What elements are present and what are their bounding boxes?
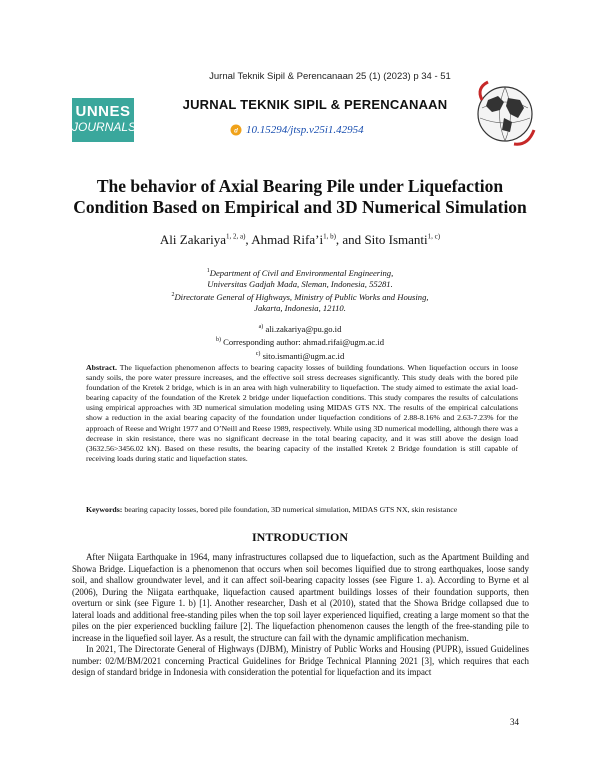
abstract-text: The liquefaction phenomenon affects to bearing capacity losses of building foundations. When liquefaction occurs in loose sandy soils, the pore water pressure increases, and the effective soil stress decreases significantly. This study deals with the bored pile foundation of the Kretek 2 bridge, which is in an area with high vulnerability to liquefaction. The study aimed to estimate the axial load-bearing capacity of the foundation of the Kretek 2 bridge under liquefaction conditions. This study compares the results of calculations using empirical approaches with 3D numerical simulation modeling using MIDAS GTS NX. The results of the empirical calculations show a reduction in the axial bearing capacity of the foundation under liquefaction conditions of 2.88-8.16% and 2.63-7.23% for the approach of Reese and Wright 1977 and O’Neill and Reese 1989, respectively. While using 3D numerical modelling, although there was a decrease in skin resistance, there was no significant decrease in the total bearing capacity, and it was still above the design load (3632.56>3456.02 kN). Based on these results, the bearing capacity of the installed Kretek 2 Bridge foundation is still capable of receiving loads during static and liquefaction states. <box>86 363 518 463</box>
globe-logo-icon <box>474 78 536 154</box>
author-sep: , and <box>335 232 365 247</box>
author-name: Ahmad Rifa’i <box>251 232 324 247</box>
abstract <box>86 363 518 464</box>
affiliation-line: Universitas Gadjah Mada, Sleman, Indonesia, 55281. <box>207 278 393 289</box>
body-text <box>72 552 529 679</box>
author-sup: 1, 2, a) <box>225 232 246 241</box>
email-line[interactable]: $^{a)}$ ali.zakariya@pu.go.id <box>258 323 342 334</box>
affiliation-line: Jakarta, Indonesia, 12110. <box>254 302 346 313</box>
affiliations <box>60 266 540 314</box>
unnes-journals-logo <box>72 98 137 142</box>
svg-text:d: d <box>234 128 238 135</box>
email-list <box>60 322 540 362</box>
author-sup: 1, b) <box>323 232 336 241</box>
keywords-text: bearing capacity losses, bored pile foundation, 3D numerical simulation, MIDAS GTS NX, skin resistance <box>122 505 458 514</box>
journal-name: JURNAL TEKNIK SIPIL & PERENCANAAN <box>182 97 448 112</box>
author-name: Ali Zakariya <box>159 232 226 247</box>
email-line[interactable]: $^{b)}$ Corresponding author: ahmad.rifai@ugm.ac.id <box>215 337 385 348</box>
paragraph: In 2021, The Directorate General of Highways (DJBM), Ministry of Public Works and Housing (PUPR), issued Guidelines number: 02/M/BM/2021 concerning Practical Guidelines for Bridge Technical Planning 2021 [3], which requires that each design of standard bridge in Indonesia with consideration the potential for liquefaction and its impact <box>72 644 529 678</box>
keywords-label: Keywords: <box>86 505 123 514</box>
journal-citation: Jurnal Teknik Sipil & Perencanaan 25 (1) (2023) p 34 - 51 <box>209 71 451 82</box>
doi-icon <box>230 124 242 136</box>
doi-link[interactable] <box>230 124 364 136</box>
author-sep: , <box>245 232 252 247</box>
doi-text[interactable]: 10.15294/jtsp.v25i1.42954 <box>246 124 364 136</box>
affiliation-line: $^1$Department of Civil and Environmental Engineering, <box>206 267 394 278</box>
page-number: 34 <box>510 717 519 727</box>
email-line[interactable]: $^{c)}$ sito.ismanti@ugm.ac.id <box>255 350 345 361</box>
author-list <box>60 232 540 248</box>
logo-line1: UNNES <box>75 103 131 120</box>
affiliation-line: $^2$Directorate General of Highways, Ministry of Public Works and Housing, <box>171 291 429 302</box>
paragraph: After Niigata Earthquake in 1964, many infrastructures collapsed due to liquefaction, such as the Apartment Building and Showa Bridge. Liquefaction is a phenomenon that occurs when soil becomes liquified due to strong earthquakes, loose sandy soil, and shallow groundwater level, and it can affect soil-bearing capacity losses (see Figure 1. a). According to Byrne et al (2006), During the Niigata earthquake, liquefaction caused apartment buildings losses of their foundation supports, then overturn or sink (see Figure 1. b) [1]. Another researcher, Dash et al (2010), stated that the Showa Bridge collapsed due to lateral loads and additional free-standing piles when the top soil layer experienced liquified, creating a large moment so that the piles on the pier experienced buckling failure [2]. The liquefaction phenomenon causes the length of the free-standing pile to increase in the liquefied soil layer. As a result, the structure can fail with the dynamic amplification mechanism. <box>72 552 529 643</box>
keywords <box>86 505 518 514</box>
author-name: Sito Ismanti <box>364 232 428 247</box>
paper-title: The behavior of Axial Bearing Pile under Liquefaction Condition Based on Empirical and 3D Numerical Simulation <box>73 176 527 217</box>
section-heading: INTRODUCTION <box>251 530 348 544</box>
abstract-label: Abstract. <box>86 363 117 372</box>
logo-line2: JOURNALS <box>72 120 137 134</box>
author-sup: 1, c) <box>427 232 441 241</box>
